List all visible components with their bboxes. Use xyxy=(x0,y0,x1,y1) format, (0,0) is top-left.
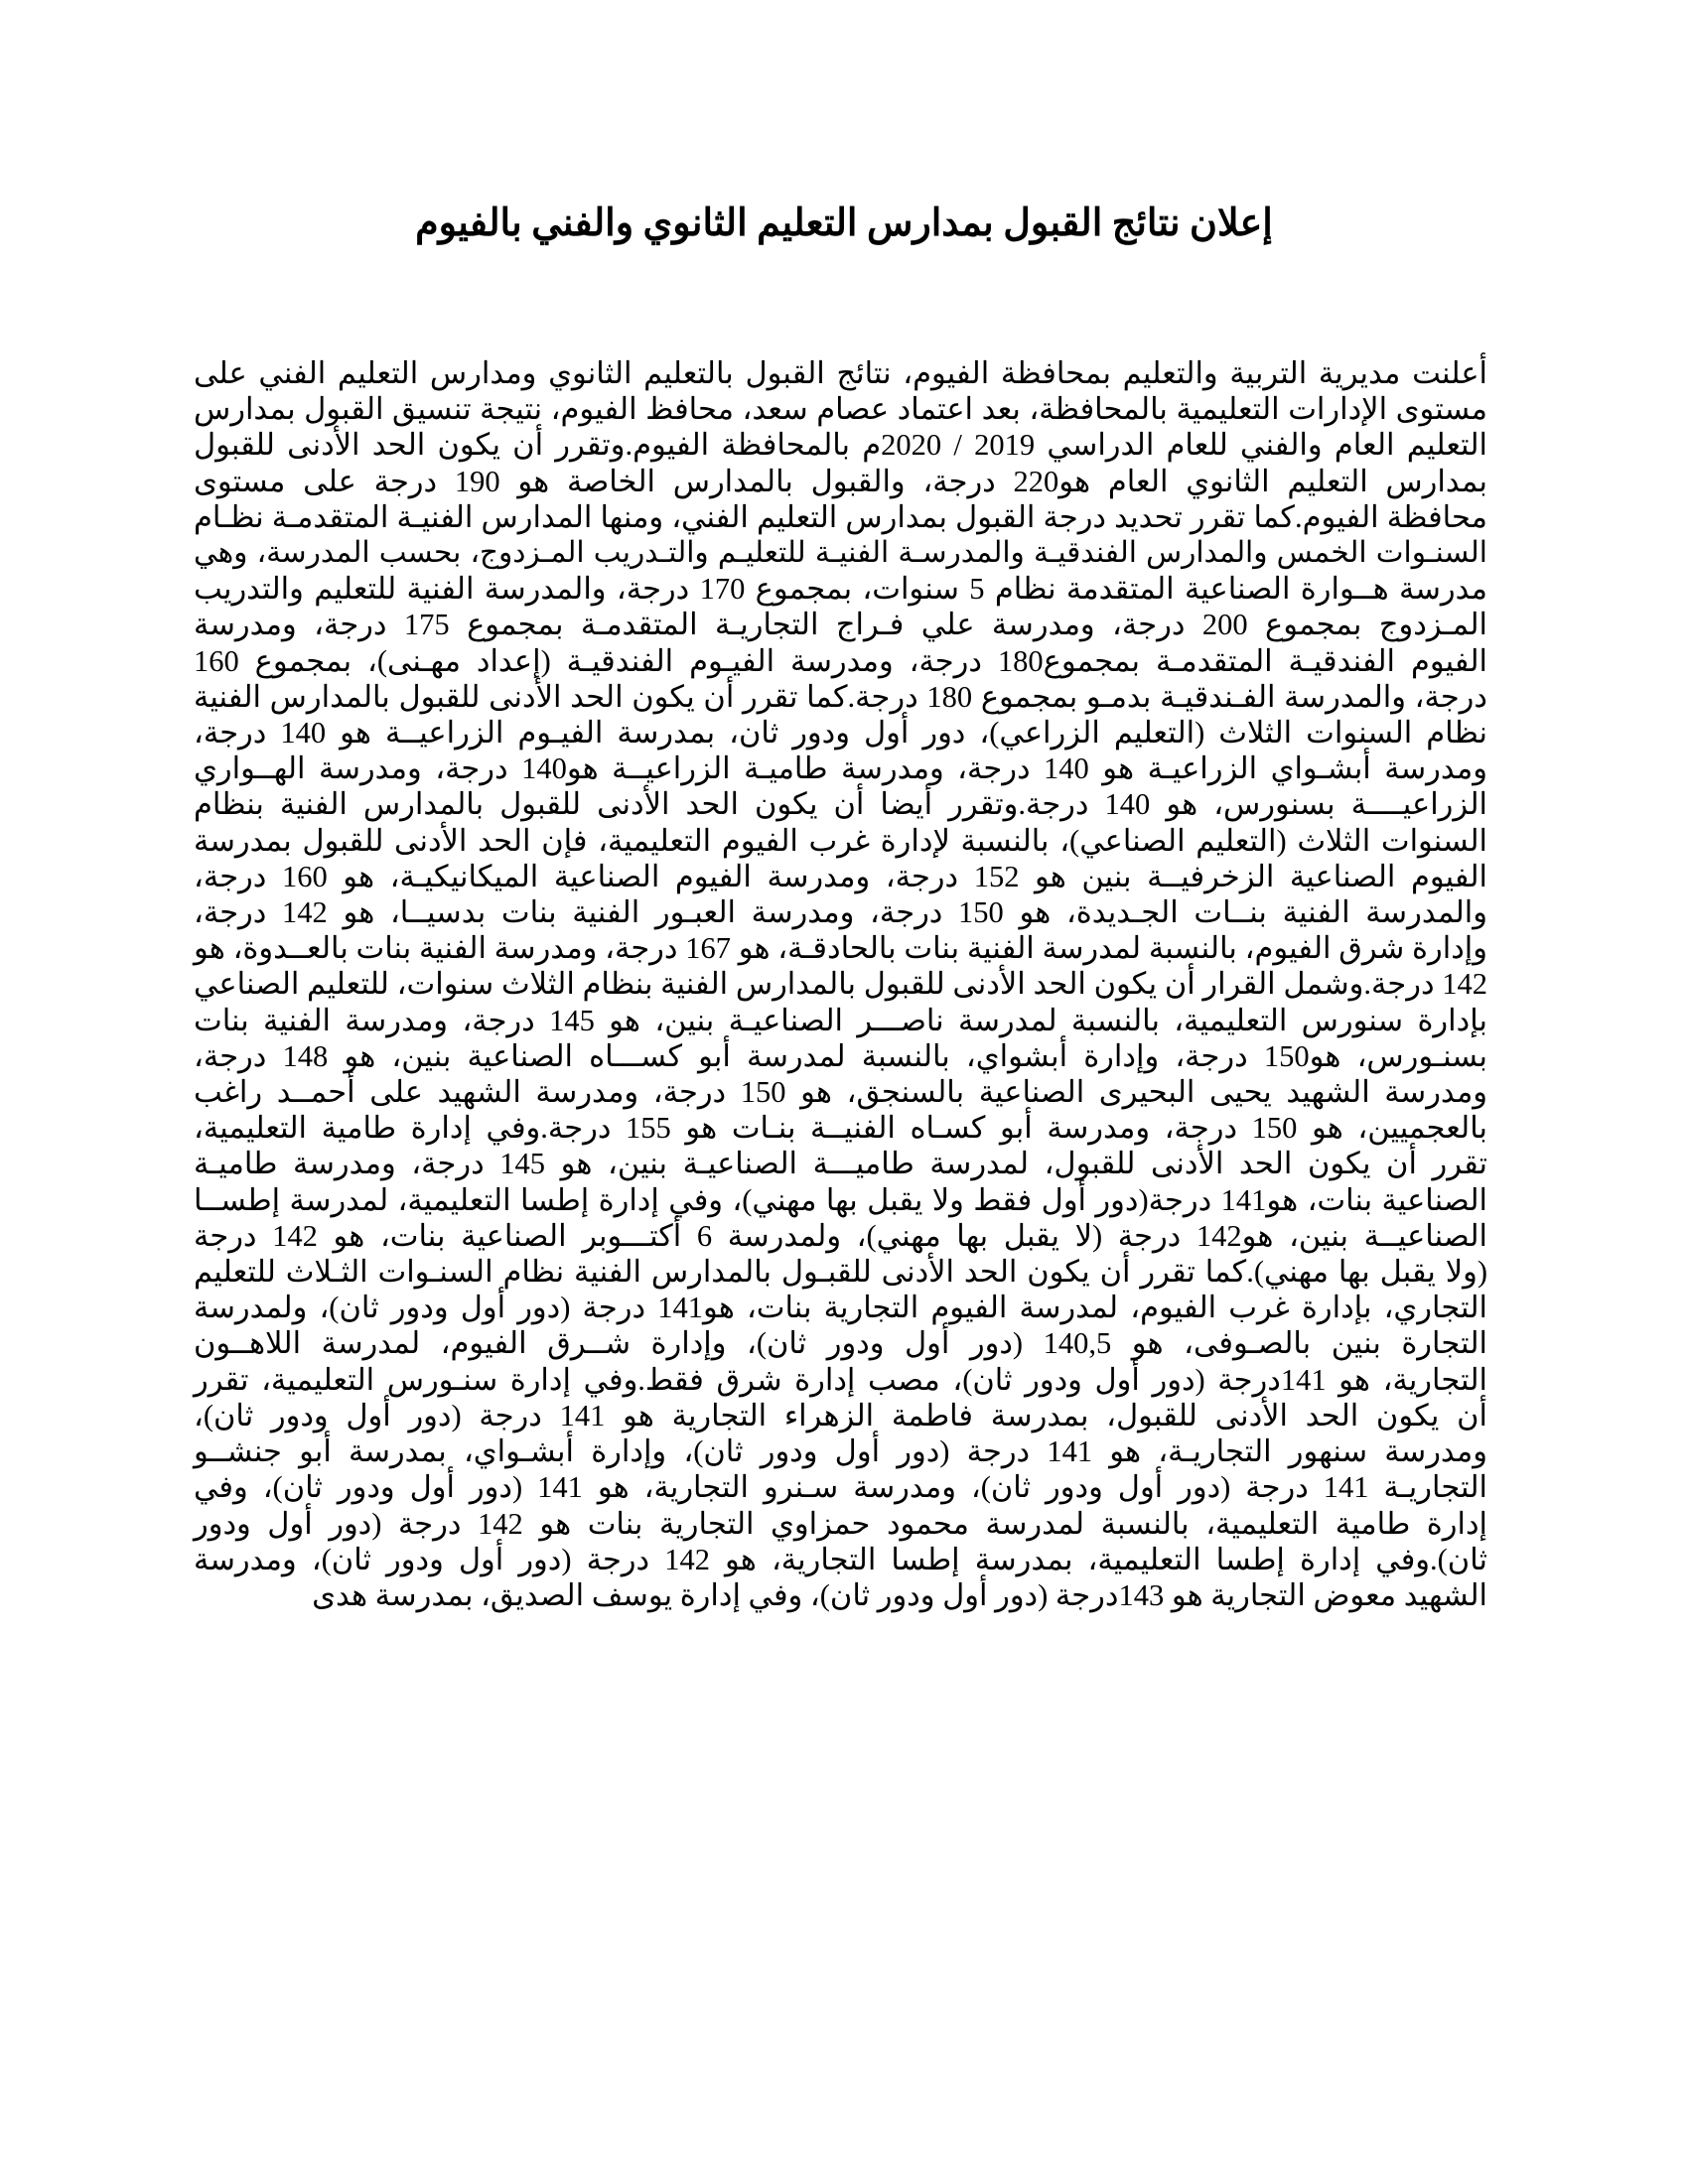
body-line: مدرسة هــوارة الصناعية المتقدمة نظام 5 سنوات، بمجموع 170 درجة، والمدرسة الفنية للتعليم والتدريب xyxy=(194,572,1488,607)
body-line: التعليم العام والفني للعام الدراسي 2019 / 2020م بالمحافظة الفيوم.وتقرر أن يكون الحد الأدنى للقبول xyxy=(194,428,1488,463)
body-line: وإدارة شرق الفيوم، بالنسبة لمدرسة الفنية بنات بالحادقـة، هو 167 درجة، ومدرسة الفنية بنات بالعــدوة، هو xyxy=(194,931,1487,966)
body-line: بالعجميين، هو 150 درجة، ومدرسة أبو كسـاه الفنيــة بنـات هو 155 درجة.وفي إدارة طامية التعليمية، xyxy=(194,1111,1488,1146)
body-line: مستوى الإدارات التعليمية بالمحافظة، بعد اعتماد عصام سعد، محافظ الفيوم، نتيجة تنسيق القبول بمدارس xyxy=(194,392,1487,427)
body-line: السنـوات الخمس والمدارس الفندقيـة والمدرسـة الفنيـة للتعليـم والتـدريب المـزدوج، بحسب المدرسة، وهي xyxy=(194,537,1487,570)
body-line: الصناعية بنات، هو141 درجة(دور أول فقط ولا يقبل بها مهني)، وفي إدارة إطسا التعليمية، لمدرسة إطســا xyxy=(194,1182,1487,1217)
body-line: تقرر أن يكون الحد الأدنى للقبول، لمدرسة طاميـــة الصناعيـة بنين، هو 145 درجة، ومدرسة طاميـة xyxy=(194,1147,1487,1181)
body-line: نظام السنوات الثلاث (التعليم الزراعي)، دور أول ودور ثان، بمدرسة الفيـوم الزراعيــة هو 140 درجة، xyxy=(194,716,1487,751)
document-title: إعلان نتائج القبول بمدارس التعليم الثانوي والفني بالفيوم xyxy=(415,203,1273,244)
body-line: بسنـورس، هو150 درجة، وإدارة أبشواي، بالنسبة لمدرسة أبو كســـاه الصناعية بنين، هو 148 درجة، xyxy=(194,1038,1487,1073)
body-line: بإدارة سنورس التعليمية، بالنسبة لمدرسة ناصـــر الصناعيـة بنين، هو 145 درجة، ومدرسة الفنية بنات xyxy=(194,1003,1487,1037)
body-line: إدارة طامية التعليمية، بالنسبة لمدرسة محمود حمزاوي التجارية بنات هو 142 درجة (دور أول ودور xyxy=(194,1506,1487,1541)
body-line: أعلنت مديرية التربية والتعليم بمحافظة الفيوم، نتائج القبول بالتعليم الثانوي ومدارس التعليم الفني على xyxy=(194,356,1487,390)
body-line: السنوات الثلاث (التعليم الصناعي)، بالنسبة لإدارة غرب الفيوم التعليمية، فإن الحد الأدنى للقبول بمدرسة xyxy=(194,823,1487,858)
body-line: الشهيد معوض التجارية هو 143درجة (دور أول ودور ثان)، وفي إدارة يوسف الصديق، بمدرسة هدى xyxy=(312,1577,1487,1612)
body-line: (ولا يقبل بها مهني).كما تقرر أن يكون الحد الأدنى للقبـول بالمدارس الفنية نظام السنـوات الثـلاث للتعليم xyxy=(194,1255,1487,1290)
body-line: التجارية، هو 141درجة (دور أول ودور ثان)، مصب إدارة شرق فقط.وفي إدارة سنـورس التعليمية، تقرر xyxy=(194,1362,1487,1397)
body-line: ومدرسة أبشـواي الزراعيـة هو 140 درجة، ومدرسة طاميـة الزراعيــة هو140 درجة، ومدرسة الهــواري xyxy=(194,751,1487,786)
body-line: المـزدوج بمجموع 200 درجة، ومدرسة علي فـراج التجاريـة المتقدمـة بمجموع 175 درجة، ومدرسة xyxy=(194,608,1487,642)
body-line: الصناعيــة بنين، هو142 درجة (لا يقبل بها مهني)، ولمدرسة 6 أكتـــوبر الصناعية بنات، هو 142 درجة xyxy=(194,1218,1488,1253)
body-line: 142 درجة.وشمل القرار أن يكون الحد الأدنى للقبول بالمدارس الفنية بنظام الثلاث سنوات، للتعليم الصناعي xyxy=(194,967,1487,1002)
body-line: الزراعيــــة بسنورس، هو 140 درجة.وتقرر أيضا أن يكون الحد الأدنى للقبول بالمدارس الفنية بنظام xyxy=(194,787,1487,822)
body-line: والمدرسة الفنية بنــات الجـديدة، هو 150 درجة، ومدرسة العبـور الفنية بنات بدسيــا، هو 142 درجة، xyxy=(194,895,1487,930)
body-line: الفيوم الفندقيـة المتقدمـة بمجموع180 درجة، ومدرسة الفيـوم الفندقيـة (إعداد مهـنى)، بمجموع 160 xyxy=(194,643,1487,678)
document-body xyxy=(194,355,1487,1613)
body-line: ومدرسة الشهيد يحيى البحيرى الصناعية بالسنجق، هو 150 درجة، ومدرسة الشهيد على أحمــد راغب xyxy=(194,1075,1488,1110)
body-line: بمدارس التعليم الثانوي العام هو220 درجة، والقبول بالمدارس الخاصة هو 190 درجة على مستوى xyxy=(194,464,1487,498)
body-line: درجة، والمدرسة الفـندقيـة بدمـو بمجموع 180 درجة.كما تقرر أن يكون الحد الأدنى للقبول بالمدارس الفنية xyxy=(194,679,1487,714)
body-line: التجاري، بإدارة غرب الفيوم، لمدرسة الفيوم التجارية بنات، هو141 درجة (دور أول ودور ثان)، ولمدرسة xyxy=(194,1291,1487,1325)
body-line: التجاريـة 141 درجة (دور أول ودور ثان)، ومدرسة سـنرو التجارية، هو 141 (دور أول ودور ثان)، وفي xyxy=(194,1470,1487,1505)
body-line: أن يكون الحد الأدنى للقبول، بمدرسة فاطمة الزهراء التجارية هو 141 درجة (دور أول ودور ثان)، xyxy=(194,1398,1487,1433)
body-line: التجارة بنين بالصـوفى، هو 140,5 (دور أول ودور ثان)، وإدارة شــرق الفيوم، لمدرسة اللاهــون xyxy=(194,1326,1487,1361)
body-line: ومدرسة سنهور التجاريـة، هو 141 درجة (دور أول ودور ثان)، وإدارة أبشـواي، بمدرسة أبو جنشــو xyxy=(194,1434,1487,1469)
body-line: الفيوم الصناعية الزخرفيــة بنين هو 152 درجة، ومدرسة الفيوم الصناعية الميكانيكيـة، هو 160 درجة، xyxy=(194,859,1488,893)
body-line: محافظة الفيوم.كما تقرر تحديد درجة القبول بمدارس التعليم الفني، ومنها المدارس الفنيـة المتقدمـة نظـام xyxy=(194,499,1487,534)
body-line: ثان).وفي إدارة إطسا التعليمية، بمدرسة إطسا التجارية، هو 142 درجة (دور أول ودور ثان)، ومدرسة xyxy=(194,1542,1487,1576)
